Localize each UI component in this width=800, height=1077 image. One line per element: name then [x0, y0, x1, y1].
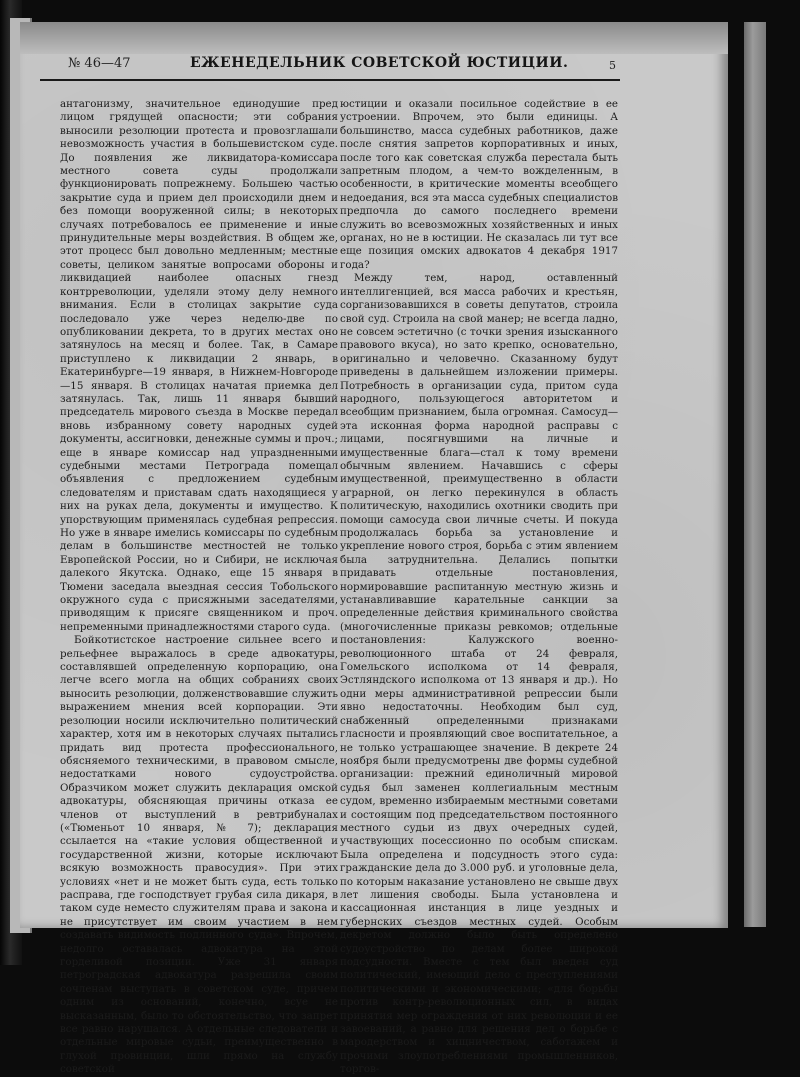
right-column — [340, 98, 618, 1077]
page-number: 5 — [609, 59, 616, 72]
left-column — [60, 98, 338, 1077]
book-spine — [744, 22, 766, 927]
page-header — [40, 55, 620, 81]
issue-number: № 46—47 — [68, 56, 131, 71]
page-top-shadow — [20, 22, 728, 54]
left-paragraph-1: антагонизму, значительное единодушие пред лицом грядущей опасности; эти собрания выносили резолюции протеста и провозглашали невозможность участия в большевистском суде. До появления же ликвидатора-комиссара местного совета суды продолжали функционировать попрежнему. Большею частью закрытие суда и прием дел происходили днем и без помощи вооруженной силы; в некоторых случаях потребовалось ее применение и иные принудительные меры воздействия. В общем же, этот процесс был довольно медленным; местные советы, целиком занятые вопросами обороны и ликвидацией наиболее опасных гнезд контрреволюции, уделяли этому делу немного внимания. Если в столицах закрытие суда последовало уже через неделю-две по опубликовании декрета, то в других местах оно затянулось на месяц и более. Так, в Самаре приступлено к ликвидации 2 январь, в Екатеринбурге—19 января, в Нижнем-Новгороде—15 января. В столицах начатая приемка дел затянулась. Так, лишь 11 января бывший председатель мирового съезда в Москве передал вновь избранному совету народных судей документы, ассигновки, денежные суммы и проч.; еще в январе комиссар над упраздненными судебными местами Петрограда помещал объявления с предложением судебным следователям и приставам сдать находящиеся у них на руках дела, документы и имущество. К упорствующим применялась судебная репрессия. Но уже в январе имелись комиссары по судебным делам в большинстве местностей не только Европейской России, но и Сибири, не исключая далекого Якутска. Однако, еще 15 января в Тюмени заседала выездная сессия Тобольского окружного суда с присяжными заседателями, приводящим к присяге священником и проч. непременными принадлежностями старого суда. — [60, 98, 338, 633]
right-paragraph-1: юстиции и оказали посильное содействие в ее устроении. Впрочем, это были единицы. А большинство, масса судебных работников, даже после снятия запретов корпоративных и иных, после того как советская служба перестала быть запретным плодом, а чем-то вожделенным, в особенности, в критические моменты всеобщего недоедания, вся эта масса судебных специалистов предпочла до самого последнего времени служить во всевозможных хозяйственных и иных органах, но не в юстиции. Не сказалась ли тут все еще позиция омских адвокатов 4 декабря 1917 года? — [340, 98, 618, 271]
journal-title: ЕЖЕНЕДЕЛЬНИК СОВЕТСКОЙ ЮСТИЦИИ. — [190, 55, 569, 71]
left-paragraph-2: Бойкотистское настроение сильнее всего и рельефнее выражалось в среде адвокатуры, составлявшей определенную корпорацию, она легче всего могла на общих собраниях своих выносить резолюции, долженствовавшие служить выражением мнения всей корпорации. Эти резолюции носили исключительно политический характер, хотя им в некоторых случаях пытались придать вид протеста профессионального, обясняемого техническими, в правовом смысле, недостатками нового судоустройства. Образчиком может служить декларация омской адвокатуры, обясняющая причины отказа ее членов от выступлений в ревтрибуналах («Тюменьот 10 января, № 7); декларация ссылается на «такие условия общественной и государственной жизни, которые исключают всякую возможность правосудия». При этих условиях «нет и не может быть суда, есть только расправа, где господствует грубая сила дикаря, в таком суде неместо служителям права и закона и не присутствует им своим участием в нем создавать видимость подлинного суда». Впрочем, недолго оставалась адвокатура на этой горделивой позиции. Уже 31 января петроградская адвокатура разрешила своим сочленам выступать в советском суде, причем одним из оснований, конечно, всуе не высказанным, было то обстоятельство, что запрет все равно нарушался. А отдельные следователи и отдельные мировые судьи, преимущественно в глухой провинции, шли прямо на службу советской — [60, 634, 338, 1076]
right-paragraph-2: Между тем, народ, оставленный интеллигенцией, вся масса рабочих и крестьян, сорганизовавшихся в советы депутатов, строила свой суд. Строила на свой манер; не всегда ладно, не совсем эстетично (с точки зрения изысканного правового вкуса), но зато крепко, основательно, оригинально и человечно. Сказанному будут приведены в дальнейшем изложении примеры. Потребность в организации суда, притом суда народного, пользующегося авторитетом и всеобщим признанием, была огромная. Самосуд—эта исконная форма народной расправы с лицами, посягнувшими на личные и имущественные блага—стал к тому времени обычным явлением. Начавшись с сферы имущественной, преимущественно в области аграрной, он легко перекинулся в область политическую, находились охотники сводить при помощи самосуда свои личные счеты. И покуда продолжалась борьба за установление и укрепление нового строя, борьба с этим явлением была затруднительна. Делались попытки придавать отдельные постановления, нормировавшие распитанную местную жизнь и устанавливавшие карательные санкции за определенные действия криминального свойства (многочисленные приказы ревкомов; отдельные постановления: Калужского военно-революционного штаба от 24 февраля, Гомельского исполкома от 14 февраля, Эстляндского исполкома от 13 января и др.). Но одни меры административной репрессии были явно недостаточны. Необходим был суд, снабженный определенными признаками гласности и проявляющий свое воспитательное, а не только устрашающее значение. В декрете 24 ноября были предусмотрены две формы судебной организации: прежний единоличный мировой судья был заменен коллегиальным местным судом, временно избираемым местными советами и состоящим под председательством постоянного местного судьи из двух очередных судей, участвующих посессионно по особым спискам. Была определена и подсудность этого суда: гражданские дела до 3.000 руб. и уголовные дела, по которым наказание установлено не свыше двух лет лишения свободы. Была установлена и кассационная инстанция в лице уездных и губернских съездов местных судей. Особым декретом должно было быть определено судоустройство по делам более широкой подсудности. Вместе с тем был введен суд политический, имеющий дело с преступлениями политическими и экономическими; «для борьбы против контр-революционных сил, в видах принятия мер ограждения от них революции и ее завоеваний, а равно для решения дел о борьбе с мародерством и хищничеством, саботажем и прочими злоупотреблениями промышленников, торгов- — [340, 272, 618, 1076]
